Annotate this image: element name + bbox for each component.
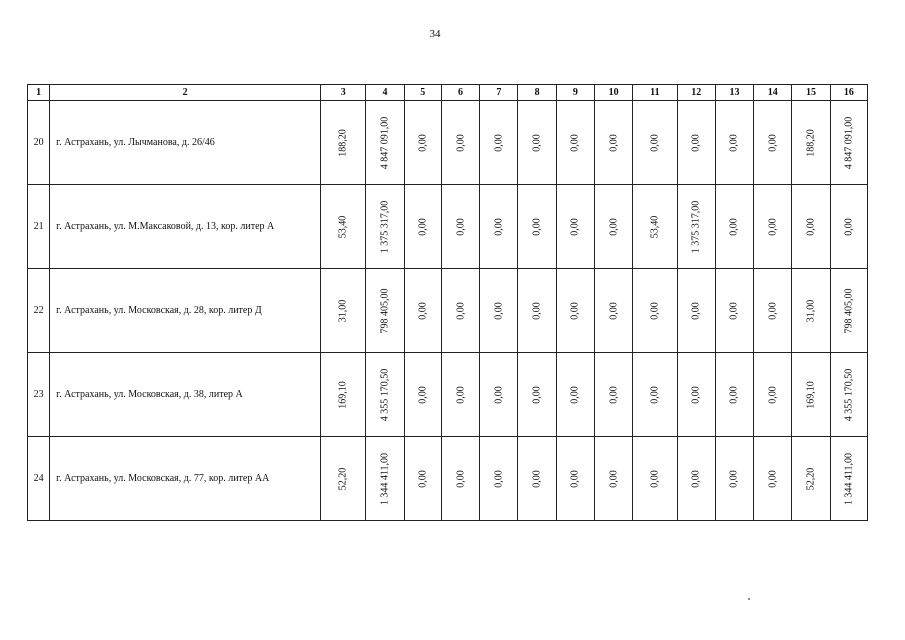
value-cell-col-15: [792, 437, 830, 521]
value-cell-col-16: [830, 185, 867, 269]
row-number: 21: [28, 185, 50, 269]
value-text: 52,20: [337, 467, 349, 490]
value-text: 0,00: [455, 301, 467, 320]
value-text: 0,00: [493, 133, 505, 152]
address-cell: г. Астрахань, ул. Лычманова, д. 26/46: [50, 101, 321, 185]
value-text: 31,00: [337, 299, 349, 322]
value-text: 0,00: [690, 385, 702, 404]
value-text: 169,10: [337, 380, 349, 409]
column-header-15: 15: [792, 85, 830, 101]
value-cell-col-13: [715, 437, 753, 521]
value-cell-col-6: [441, 269, 479, 353]
value-cell-col-16: [830, 353, 867, 437]
value-cell-col-5: [404, 353, 441, 437]
value-cell-col-5: [404, 101, 441, 185]
value-cell-col-3: [321, 185, 366, 269]
value-text: 1 375 317,00: [690, 200, 702, 253]
value-cell-col-5: [404, 185, 441, 269]
value-text: 0,00: [417, 133, 429, 152]
column-header-5: 5: [404, 85, 441, 101]
value-cell-col-6: [441, 101, 479, 185]
value-text: 0,00: [608, 385, 620, 404]
value-cell-col-8: [518, 101, 556, 185]
value-text: 53,40: [337, 215, 349, 238]
value-cell-col-15: [792, 185, 830, 269]
value-text: 0,00: [531, 301, 543, 320]
value-cell-col-9: [556, 353, 594, 437]
column-header-1: 1: [28, 85, 50, 101]
column-header-10: 10: [594, 85, 632, 101]
value-cell-col-3: [321, 269, 366, 353]
value-text: 4 355 170,50: [379, 368, 391, 421]
table-row: [28, 101, 868, 185]
value-text: 0,00: [608, 217, 620, 236]
value-cell-col-12: [677, 353, 715, 437]
value-cell-col-8: [518, 185, 556, 269]
value-text: 169,10: [805, 380, 817, 409]
address-cell: г. Астрахань, ул. Московская, д. 77, кор. литер АА: [50, 437, 321, 521]
value-text: 0,00: [690, 469, 702, 488]
column-header-16: 16: [830, 85, 867, 101]
value-text: 0,00: [455, 133, 467, 152]
value-cell-col-5: [404, 269, 441, 353]
value-cell-col-10: [594, 269, 632, 353]
column-header-6: 6: [441, 85, 479, 101]
value-text: 0,00: [608, 133, 620, 152]
value-cell-col-7: [480, 437, 518, 521]
value-cell-col-15: [792, 269, 830, 353]
value-cell-col-12: [677, 101, 715, 185]
value-text: 53,40: [649, 215, 661, 238]
value-text: 0,00: [417, 217, 429, 236]
value-text: 1 375 317,00: [379, 200, 391, 253]
value-text: 4 355 170,50: [843, 368, 855, 421]
column-header-12: 12: [677, 85, 715, 101]
page-number: 34: [429, 28, 441, 40]
value-cell-col-15: [792, 353, 830, 437]
value-cell-col-7: [480, 185, 518, 269]
value-cell-col-4: [366, 437, 404, 521]
value-text: 798 405,00: [843, 288, 855, 333]
value-cell-col-4: [366, 269, 404, 353]
value-text: 0,00: [690, 301, 702, 320]
table-row: [28, 185, 868, 269]
value-cell-col-6: [441, 185, 479, 269]
table-row: [28, 269, 868, 353]
value-cell-col-10: [594, 185, 632, 269]
row-number: 23: [28, 353, 50, 437]
value-cell-col-14: [754, 101, 792, 185]
value-text: 0,00: [569, 385, 581, 404]
value-text: 1 344 411,00: [379, 452, 391, 505]
value-text: 0,00: [455, 385, 467, 404]
value-cell-col-14: [754, 185, 792, 269]
row-number: 22: [28, 269, 50, 353]
value-text: 0,00: [531, 217, 543, 236]
value-text: 0,00: [728, 385, 740, 404]
value-cell-col-12: [677, 185, 715, 269]
value-text: 0,00: [569, 133, 581, 152]
value-cell-col-14: [754, 353, 792, 437]
column-header-13: 13: [715, 85, 753, 101]
value-cell-col-11: [633, 353, 677, 437]
value-cell-col-10: [594, 437, 632, 521]
value-cell-col-4: [366, 101, 404, 185]
value-text: 0,00: [608, 469, 620, 488]
value-cell-col-9: [556, 269, 594, 353]
value-text: 0,00: [805, 217, 817, 236]
value-text: 0,00: [767, 133, 779, 152]
value-cell-col-4: [366, 353, 404, 437]
value-cell-col-12: [677, 437, 715, 521]
column-header-7: 7: [480, 85, 518, 101]
value-text: 0,00: [455, 469, 467, 488]
column-header-3: 3: [321, 85, 366, 101]
value-cell-col-13: [715, 101, 753, 185]
housing-registry-table: [27, 84, 868, 521]
value-cell-col-11: [633, 185, 677, 269]
value-cell-col-9: [556, 185, 594, 269]
column-header-9: 9: [556, 85, 594, 101]
value-text: 4 847 091,00: [843, 116, 855, 169]
table-row: [28, 353, 868, 437]
column-header-2: 2: [50, 85, 321, 101]
scan-speck: [748, 598, 750, 600]
value-text: 188,20: [805, 128, 817, 157]
value-text: 0,00: [417, 385, 429, 404]
value-cell-col-13: [715, 269, 753, 353]
value-text: 0,00: [690, 133, 702, 152]
value-cell-col-13: [715, 185, 753, 269]
value-cell-col-11: [633, 437, 677, 521]
value-cell-col-14: [754, 269, 792, 353]
value-cell-col-3: [321, 101, 366, 185]
table-row: [28, 437, 868, 521]
table-body: [28, 85, 868, 521]
value-cell-col-13: [715, 353, 753, 437]
value-text: 0,00: [569, 217, 581, 236]
value-cell-col-6: [441, 437, 479, 521]
value-cell-col-12: [677, 269, 715, 353]
value-cell-col-7: [480, 101, 518, 185]
value-text: 0,00: [843, 217, 855, 236]
value-cell-col-7: [480, 269, 518, 353]
value-cell-col-4: [366, 185, 404, 269]
value-text: 0,00: [649, 385, 661, 404]
address-cell: г. Астрахань, ул. Московская, д. 38, литер А: [50, 353, 321, 437]
value-text: 52,20: [805, 467, 817, 490]
value-text: 0,00: [531, 133, 543, 152]
value-text: 0,00: [569, 469, 581, 488]
value-text: 0,00: [417, 469, 429, 488]
value-text: 798 405,00: [379, 288, 391, 333]
value-cell-col-3: [321, 437, 366, 521]
value-text: 0,00: [531, 385, 543, 404]
value-text: 31,00: [805, 299, 817, 322]
value-text: 0,00: [531, 469, 543, 488]
value-cell-col-11: [633, 101, 677, 185]
column-number-header-row: [28, 85, 868, 101]
value-cell-col-3: [321, 353, 366, 437]
row-number: 20: [28, 101, 50, 185]
address-cell: г. Астрахань, ул. Московская, д. 28, кор. литер Д: [50, 269, 321, 353]
value-text: 0,00: [649, 469, 661, 488]
value-cell-col-7: [480, 353, 518, 437]
value-text: 0,00: [493, 469, 505, 488]
value-text: 0,00: [455, 217, 467, 236]
value-text: 0,00: [493, 301, 505, 320]
value-cell-col-5: [404, 437, 441, 521]
value-text: 0,00: [728, 217, 740, 236]
value-text: 0,00: [649, 301, 661, 320]
value-cell-col-10: [594, 101, 632, 185]
column-header-11: 11: [633, 85, 677, 101]
column-header-4: 4: [366, 85, 404, 101]
value-cell-col-6: [441, 353, 479, 437]
address-cell: г. Астрахань, ул. М.Максаковой, д. 13, кор. литер А: [50, 185, 321, 269]
value-cell-col-8: [518, 353, 556, 437]
value-text: 0,00: [493, 385, 505, 404]
value-cell-col-9: [556, 101, 594, 185]
value-text: 0,00: [569, 301, 581, 320]
value-text: 0,00: [728, 133, 740, 152]
value-text: 0,00: [767, 301, 779, 320]
value-text: 0,00: [649, 133, 661, 152]
value-text: 0,00: [728, 301, 740, 320]
value-cell-col-16: [830, 101, 867, 185]
column-header-8: 8: [518, 85, 556, 101]
value-text: 188,20: [337, 128, 349, 157]
value-cell-col-10: [594, 353, 632, 437]
row-number: 24: [28, 437, 50, 521]
value-text: 0,00: [767, 217, 779, 236]
value-text: 1 344 411,00: [843, 452, 855, 505]
value-cell-col-16: [830, 269, 867, 353]
value-cell-col-16: [830, 437, 867, 521]
column-header-14: 14: [754, 85, 792, 101]
value-cell-col-8: [518, 269, 556, 353]
value-cell-col-15: [792, 101, 830, 185]
value-cell-col-14: [754, 437, 792, 521]
value-text: 0,00: [493, 217, 505, 236]
value-text: 4 847 091,00: [379, 116, 391, 169]
value-text: 0,00: [608, 301, 620, 320]
value-cell-col-8: [518, 437, 556, 521]
value-text: 0,00: [417, 301, 429, 320]
value-text: 0,00: [728, 469, 740, 488]
value-text: 0,00: [767, 385, 779, 404]
value-text: 0,00: [767, 469, 779, 488]
value-cell-col-9: [556, 437, 594, 521]
value-cell-col-11: [633, 269, 677, 353]
